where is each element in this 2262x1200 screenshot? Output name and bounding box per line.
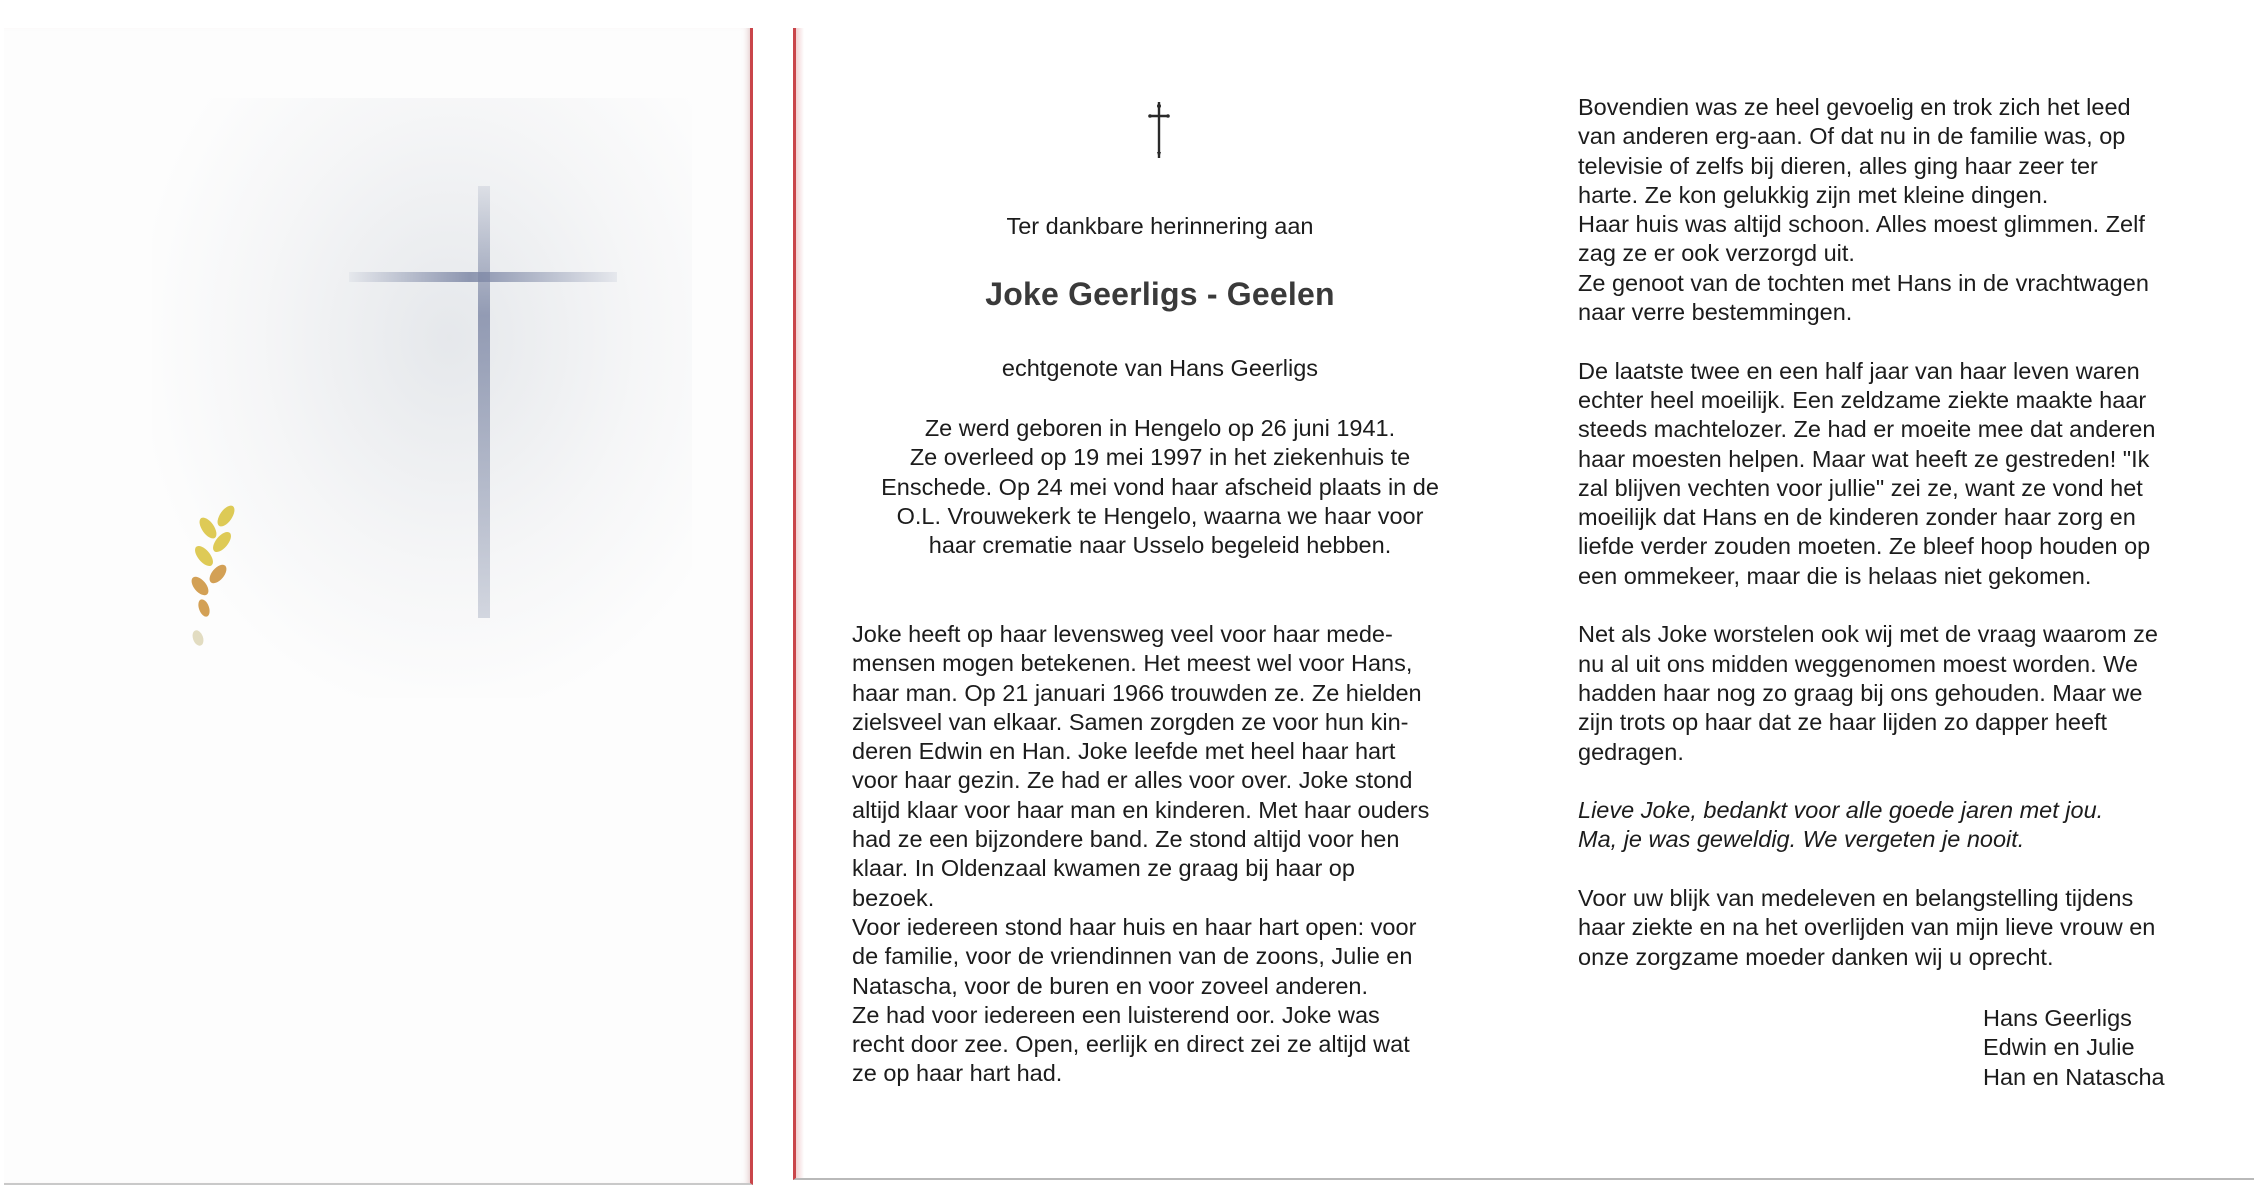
signature-line: Hans Geerligs: [1983, 1005, 2132, 1031]
body-line: had ze een bijzondere band. Ze stond altijd voor hen: [852, 826, 1400, 853]
body-line: de familie, voor de vriendinnen van de zoons, Julie en: [852, 943, 1413, 970]
heading-block: [840, 212, 1480, 241]
facts-block: [840, 414, 1480, 560]
facts-line: Ze overleed op 19 mei 1997 in het ziekenhuis te: [909, 444, 1411, 471]
body-line: moeilijk dat Hans en de kinderen zonder haar zorg en: [1578, 504, 2136, 531]
signature-block: [1983, 1004, 2165, 1092]
spouse-block: [840, 354, 1480, 383]
body-line: Net als Joke worstelen ook wij met de vraag waarom ze: [1578, 621, 2158, 648]
body-line: zal blijven vechten voor jullie" zei ze, want ze vond het: [1578, 474, 2143, 501]
body-line: ze op haar hart had.: [852, 1060, 1063, 1087]
closing-italic-line: Ma, je was geweldig. We vergeten je nooit.: [1578, 826, 2025, 853]
intro-line: Ter dankbare herinnering aan: [1006, 213, 1314, 239]
thanks-line: Voor uw blijk van medeleven en belangstelling tijdens: [1578, 885, 2134, 912]
small-cross-icon: [1147, 100, 1171, 160]
facts-line: Ze werd geboren in Hengelo op 26 juni 1941.: [924, 415, 1396, 441]
spouse-line: echtgenote van Hans Geerligs: [1001, 355, 1319, 381]
body-line: hadden haar nog zo graag bij ons gehouden. Maar we: [1578, 679, 2143, 706]
body-line: echter heel moeilijk. Een zeldzame ziekte maakte haar: [1578, 386, 2147, 413]
right-column: [1578, 93, 2201, 972]
body-line: zielsveel van elkaar. Samen zorgden ze voor hun kin-: [852, 708, 1409, 735]
body-line: De laatste twee en een half jaar van haar leven waren: [1578, 357, 2140, 384]
body-line: zijn trots op haar dat ze haar lijden zo dapper heeft: [1578, 709, 2108, 736]
body-line: Natascha, voor de buren en voor zoveel anderen.: [852, 972, 1369, 999]
body-line: een ommekeer, maar die is helaas niet gekomen.: [1578, 562, 2092, 589]
body-line: televisie of zelfs bij dieren, alles ging haar zeer ter: [1578, 152, 2098, 179]
body-line: steeds machtelozer. Ze had er moeite mee dat anderen: [1578, 416, 2156, 443]
name-block: [840, 276, 1480, 312]
body-line: haar man. Op 21 januari 1966 trouwden ze. Ze hielden: [852, 679, 1422, 706]
facts-line: O.L. Vrouwekerk te Hengelo, waarna we haar voor: [896, 502, 1424, 529]
left-column: [852, 620, 1472, 1089]
body-line: altijd klaar voor haar man en kinderen. Met haar ouders: [852, 796, 1430, 823]
body-line: haar moesten helpen. Maar wat heeft ze gestreden! "Ik: [1578, 445, 2150, 472]
front-card: [4, 28, 753, 1185]
body-line: voor haar gezin. Ze had er alles voor over. Joke stond: [852, 767, 1413, 794]
body-line: Joke heeft op haar levensweg veel voor haar mede-: [852, 621, 1393, 647]
deceased-name: Joke Geerligs - Geelen: [985, 276, 1335, 312]
thanks-line: onze zorgzame moeder danken wij u oprecht.: [1578, 943, 2054, 970]
body-line: recht door zee. Open, eerlijk en direct zei ze altijd wat: [852, 1031, 1410, 1058]
facts-line: Enschede. Op 24 mei vond haar afscheid plaats in de: [881, 473, 1439, 500]
body-line: nu al uit ons midden weggenomen moest worden. We: [1578, 650, 2138, 677]
body-line: Bovendien was ze heel gevoelig en trok zich het leed: [1578, 94, 2131, 120]
cross-icon-beam: [349, 272, 617, 282]
thanks-line: haar ziekte en na het overlijden van mijn lieve vrouw en: [1578, 914, 2156, 941]
body-line: gedragen.: [1578, 738, 1684, 765]
body-line: naar verre bestemmingen.: [1578, 299, 1853, 326]
body-line: Ze genoot van de tochten met Hans in de vrachtwagen: [1578, 269, 2149, 296]
body-line: Haar huis was altijd schoon. Alles moest glimmen. Zelf: [1578, 211, 2145, 238]
body-line: zag ze er ook verzorgd uit.: [1578, 240, 1855, 267]
facts-line: haar crematie naar Usselo begeleid hebben.: [928, 532, 1392, 559]
body-line: bezoek.: [852, 884, 935, 911]
signature-line: Han en Natascha: [1983, 1063, 2165, 1090]
body-line: Ze had voor iedereen een luisterend oor. Joke was: [852, 1001, 1380, 1028]
closing-italic-line: Lieve Joke, bedankt voor alle goede jaren met jou.: [1578, 797, 2104, 824]
body-line: harte. Ze kon gelukkig zijn met kleine dingen.: [1578, 181, 2049, 208]
body-line: deren Edwin en Han. Joke leefde met heel haar hart: [852, 738, 1396, 765]
body-line: van anderen erg-aan. Of dat nu in de familie was, op: [1578, 123, 2126, 150]
body-line: Voor iedereen stond haar huis en haar hart open: voor: [852, 913, 1417, 940]
body-line: mensen mogen betekenen. Het meest wel voor Hans,: [852, 650, 1413, 677]
signature-line: Edwin en Julie: [1983, 1034, 2135, 1061]
body-line: liefde verder zouden moeten. Ze bleef hoop houden op: [1578, 533, 2151, 560]
fold-shadow: [796, 28, 804, 1178]
cross-icon: [478, 186, 490, 618]
wheat-icon: [186, 498, 250, 658]
body-line: klaar. In Oldenzaal kwamen ze graag bij haar op: [852, 855, 1355, 882]
